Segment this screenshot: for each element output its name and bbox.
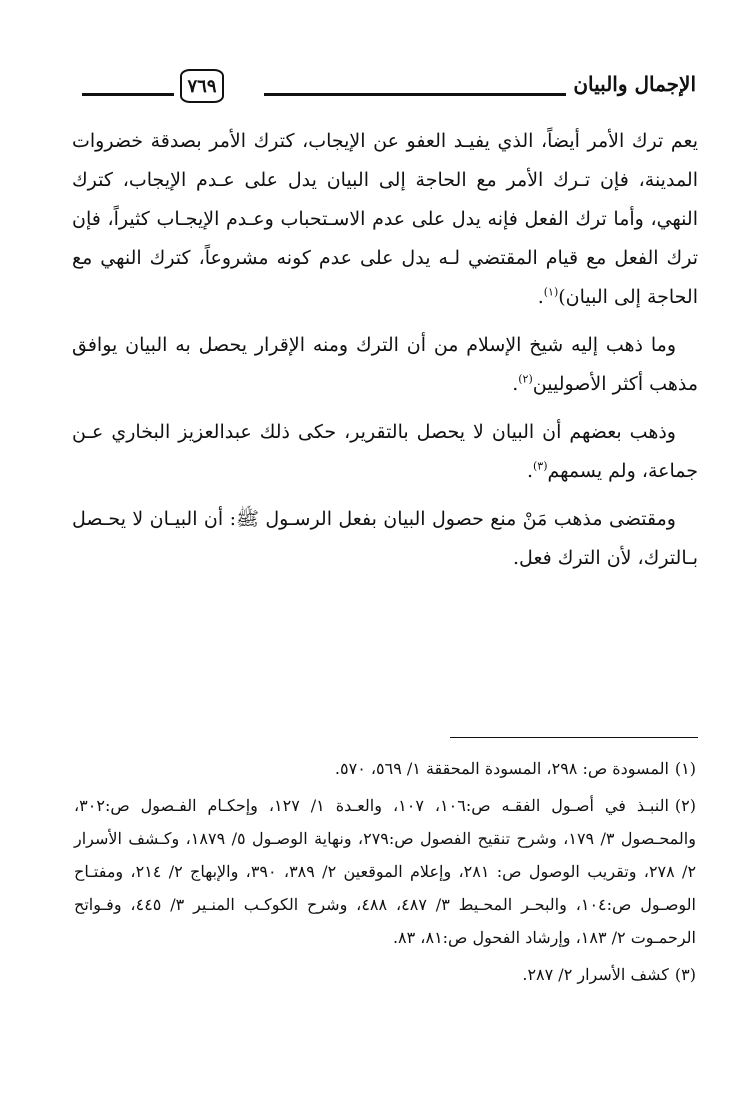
footnote (74, 789, 696, 954)
footnote-number: (٢) (674, 796, 696, 815)
paragraph (72, 500, 698, 578)
paragraph-end: . (512, 373, 519, 395)
header-rule (82, 93, 174, 96)
footnote-ref: (١) (543, 285, 559, 299)
footnote-number: (١) (674, 759, 696, 778)
paragraph-end: . (537, 286, 544, 308)
paragraph-text: وما ذهب إليه شيخ الإسلام من أن الترك ومنه الإقرار يحصل به البيان يوافق مذهب أكثر الأصوليين (72, 334, 698, 395)
footnote (74, 958, 696, 991)
page-header (82, 64, 696, 110)
main-text (72, 122, 698, 587)
page-number: ٧٦٩ (180, 69, 224, 103)
footnote-text: المسودة ص: ٢٩٨، المسودة المحققة ١/ ٥٦٩، ٥٧٠. (334, 759, 669, 778)
paragraph-text: يعم ترك الأمر أيضاً، الذي يفيـد العفو عن الإيجاب، كترك الأمر بصدقة خضروات المدينة، فإن تـرك الأمر مع الحاجة إلى البيان يدل على عـدم الإيجاب، كترك النهي، وأما ترك الفعل فإنه يدل على عدم الاسـتحباب وعـدم الإيجـاب كثيراً، فإن ترك الفعل مع قيام المقتضي لـه يدل على عدم كونه مشروعاً، كترك النهي مع الحاجة إلى البيان) (72, 130, 698, 308)
paragraph-text: ومقتضى مذهب مَنْ منع حصول البيان بفعل الرسـول ﷺ: أن البيـان لا يحـصل بـالترك، لأن الترك فعل. (72, 508, 698, 569)
footnote-ref: (٣) (532, 459, 548, 473)
paragraph-end: . (526, 460, 533, 482)
footnote-number: (٣) (674, 965, 696, 984)
footnote-separator (450, 737, 698, 738)
paragraph (72, 122, 698, 317)
paragraph (72, 413, 698, 491)
paragraph (72, 326, 698, 404)
footnote-ref: (٢) (518, 372, 533, 386)
footnote-text: كشف الأسرار ٢/ ٢٨٧. (522, 965, 669, 984)
header-rule (264, 93, 566, 96)
footnote-text: النبـذ في أصـول الفقـه ص:١٠٦، ١٠٧، والعـدة ١/ ١٢٧، وإحكـام الفـصول ص:٣٠٢، والمحـصول ٣/ ١٧٩، وشرح تنقيح الفصول ص:٢٧٩، ونهاية الوصـول ٥/ ١٨٧٩، وكـشف الأسرار ٢/ ٢٧٨، وتقريب الوصول ص: ٢٨١، وإعلام الموقعين ٢/ ٣٨٩، ٣٩٠، والإبهاج ٢/ ٢١٤، ومفتـاح الوصـول ص:١٠٤، والبحـر المحـيط ٣/ ٤٨٧، ٤٨٨، وشرح الكوكـب المنـير ٣/ ٤٤٥، وفـواتح الرحمـوت ٢/ ١٨٣، وإرشاد الفحول ص:٨١، ٨٣. (74, 796, 697, 947)
footnote (74, 752, 696, 785)
footnotes (74, 752, 696, 995)
paragraph-text: وذهب بعضهم أن البيان لا يحصل بالتقرير، حكى ذلك عبدالعزيز البخاري عـن جماعة، ولم يسمهم (72, 421, 698, 482)
running-title: الإجمال والبيان (573, 72, 696, 96)
